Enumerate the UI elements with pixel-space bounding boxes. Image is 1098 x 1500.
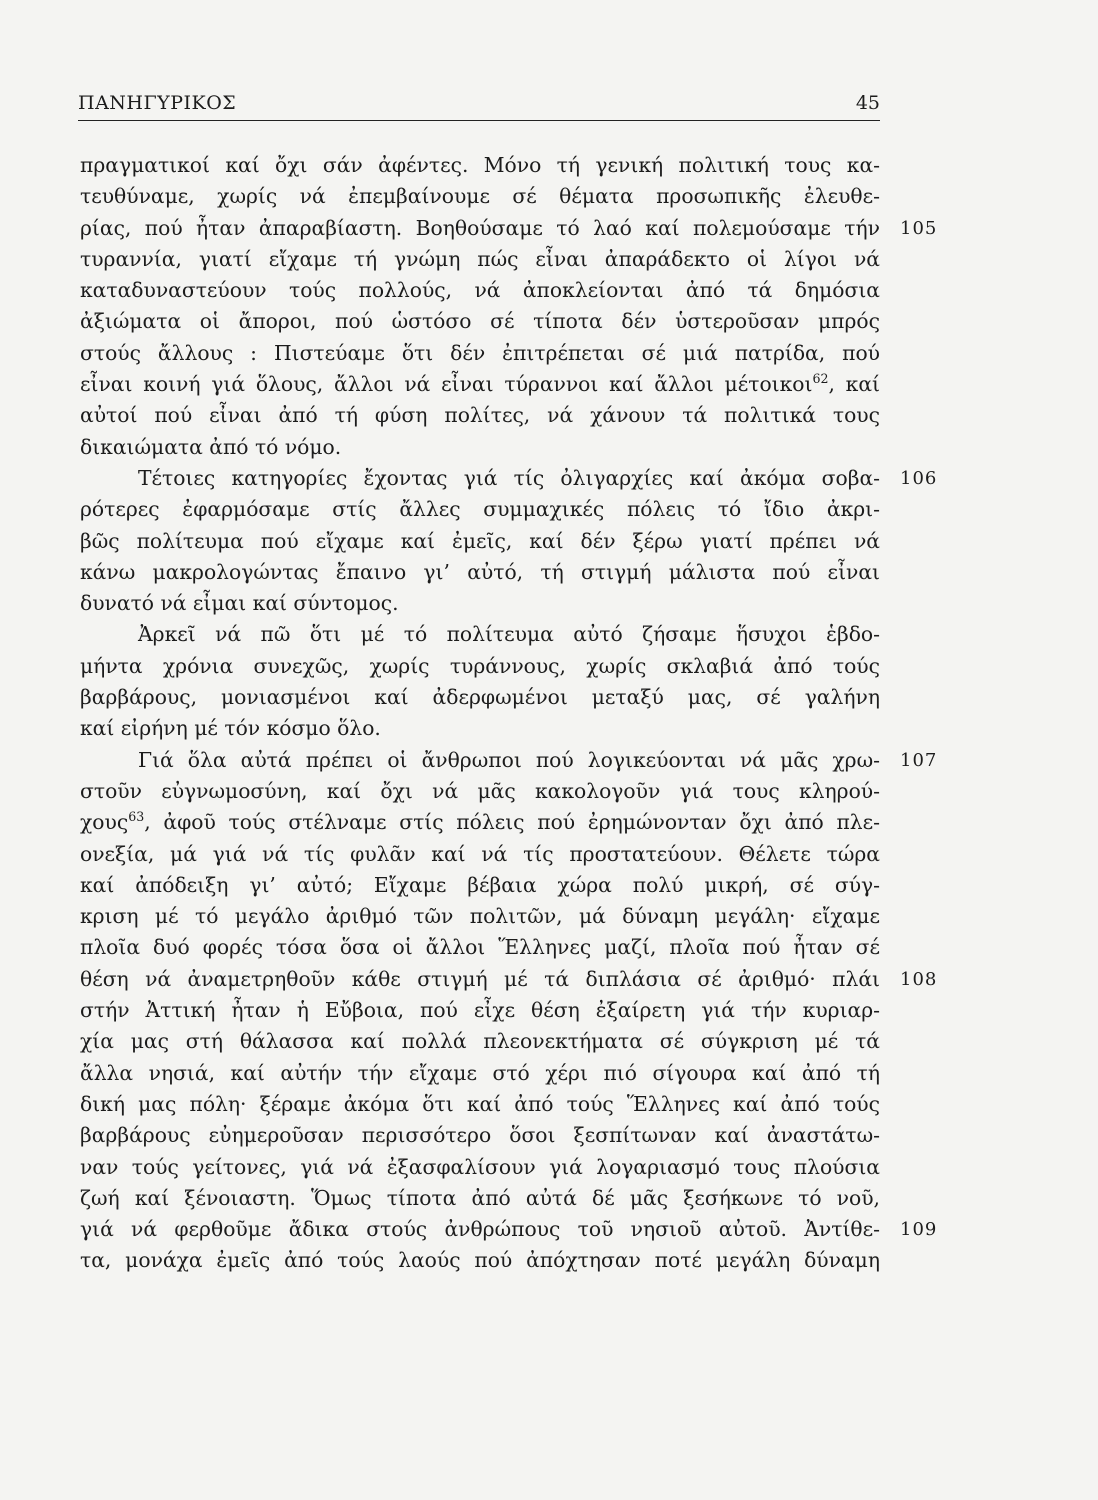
line-text: στοῦν εὐγνωμοσύνη, καί ὄχι νά μᾶς κακολογοῦν γιά τους κληρού- [80, 778, 880, 803]
section-marker: 108 [900, 968, 938, 990]
text-line [80, 181, 880, 212]
line-text: ζωή καί ξένοιαστη. Ὅμως τίποτα ἀπό αὐτά δέ μᾶς ξεσήκωνε τό νοῦ, [80, 1185, 880, 1210]
line-text: κριση μέ τό μεγάλο ἀριθμό τῶν πολιτῶν, μά δύναμη μεγάλη· εἴχαμε [80, 904, 880, 929]
text-line [80, 432, 880, 463]
text-line [80, 526, 880, 557]
section-marker: 107 [900, 749, 938, 771]
line-text-tail: , ἀφοῦ τούς στέλναμε στίς πόλεις πού ἐρημώνονταν ὄχι ἀπό πλε- [144, 810, 880, 835]
text-line [80, 306, 880, 337]
line-text: χους [80, 810, 129, 835]
text-line [80, 807, 880, 838]
line-text: τα, μονάχα ἐμεῖς ἀπό τούς λαούς πού ἀπόχτησαν ποτέ μεγάλη δύναμη [80, 1248, 880, 1273]
line-text: θέση νά ἀναμετρηθοῦν κάθε στιγμή μέ τά διπλάσια σέ ἀριθμό· πλάι [80, 966, 880, 991]
footnote-reference: 63 [128, 809, 145, 825]
line-text: καταδυναστεύουν τούς πολλούς, νά ἀποκλείονται ἀπό τά δημόσια [80, 278, 880, 303]
text-line [80, 275, 880, 306]
line-text: αὐτοί πού εἶναι ἀπό τή φύση πολίτες, νά χάνουν τά πολιτικά τους [80, 403, 880, 428]
text-line [80, 745, 938, 776]
line-text: ἄλλα νησιά, καί αὐτήν τήν εἴχαμε στό χέρι πιό σίγουρα καί ἀπό τή [80, 1060, 880, 1085]
text-line [80, 932, 880, 963]
line-text: μήντα χρόνια συνεχῶς, χωρίς τυράννους, χωρίς σκλαβιά ἀπό τούς [80, 653, 880, 678]
text-line [80, 870, 880, 901]
line-text: πραγματικοί καί ὄχι σάν ἀφέντες. Μόνο τή γενική πολιτική τους κα- [80, 153, 880, 177]
line-text: δική μας πόλη· ξέραμε ἀκόμα ὅτι καί ἀπό τούς Ἕλληνες καί ἀπό τούς [80, 1091, 880, 1116]
line-text: καί εἰρήνη μέ τόν κόσμο ὅλο. [80, 716, 381, 741]
line-text: δυνατό νά εἶμαι καί σύντομος. [80, 591, 399, 616]
line-text: ονεξία, μά γιά νά τίς φυλᾶν καί νά τίς προστατεύουν. Θέλετε τώρα [80, 841, 880, 866]
text-line [80, 588, 880, 619]
text-line [80, 1120, 880, 1151]
line-text: πλοῖα δυό φορές τόσα ὅσα οἱ ἄλλοι Ἕλληνες μαζί, πλοῖα πού ἦταν σέ [80, 935, 880, 960]
line-text: βαρβάρους, μονιασμένοι καί ἀδερφωμένοι μεταξύ μας, σέ γαλήνη [80, 685, 880, 710]
text-line [80, 369, 880, 400]
text-line [80, 964, 938, 995]
text-line [80, 1183, 880, 1214]
line-text: Τέτοιες κατηγορίες ἔχοντας γιά τίς ὀλιγαρχίες καί ἀκόμα σοβα- [138, 465, 880, 490]
text-line [80, 1245, 880, 1276]
line-text: ἀξιώματα οἱ ἄποροι, πού ὡστόσο σέ τίποτα δέν ὑστεροῦσαν μπρός [80, 309, 880, 334]
body-text [80, 150, 938, 1277]
text-line [80, 213, 938, 244]
footnote-reference: 62 [812, 371, 829, 387]
line-text: βῶς πολίτευμα πού εἴχαμε καί ἐμεῖς, καί δέν ξέρω γιατί πρέπει νά [80, 528, 880, 553]
line-text: γιά νά φερθοῦμε ἄδικα στούς ἀνθρώπους τοῦ νησιοῦ αὐτοῦ. Ἀντίθε- [80, 1217, 880, 1242]
page-header [78, 92, 880, 121]
text-line [80, 682, 880, 713]
line-text: κάνω μακρολογώντας ἔπαινο γι’ αὐτό, τή στιγμή μάλιστα πού εἶναι [80, 559, 880, 584]
line-text: τευθύναμε, χωρίς νά ἐπεμβαίνουμε σέ θέματα προσωπικῆς ἐλευθε- [80, 184, 880, 209]
text-line [80, 619, 880, 650]
line-text: ναν τούς γείτονες, γιά νά ἐξασφαλίσουν γιά λογαριασμό τους πλούσια [80, 1154, 880, 1179]
section-marker: 105 [900, 217, 938, 239]
line-text: ρίας, πού ἦταν ἀπαραβίαστη. Βοηθούσαμε τό λαό καί πολεμούσαμε τήν [80, 215, 880, 240]
text-line [80, 400, 880, 431]
text-line [80, 150, 880, 181]
line-text: στούς ἄλλους : Πιστεύαμε ὅτι δέν ἐπιτρέπεται σέ μιά πατρίδα, πού [80, 340, 880, 365]
text-line [80, 1214, 938, 1245]
line-text: στήν Ἀττική ἦταν ἡ Εὔβοια, πού εἶχε θέση ἐξαίρετη γιά τήν κυριαρ- [80, 998, 880, 1023]
text-line [80, 776, 880, 807]
text-line [80, 1152, 880, 1183]
line-text: χία μας στή θάλασσα καί πολλά πλεονεκτήματα σέ σύγκριση μέ τά [80, 1029, 880, 1054]
text-line [80, 463, 938, 494]
line-text: Γιά ὅλα αὐτά πρέπει οἱ ἄνθρωποι πού λογικεύονται νά μᾶς χρω- [138, 747, 880, 772]
line-text: βαρβάρους εὐημεροῦσαν περισσότερο ὅσοι ξεσπίτωναν καί ἀναστάτω- [80, 1123, 880, 1148]
text-line [80, 651, 880, 682]
line-text: εἶναι κοινή γιά ὅλους, ἄλλοι νά εἶναι τύραννοι καί ἄλλοι μέτοικοι [80, 372, 813, 397]
section-marker: 109 [900, 1219, 938, 1241]
text-line [80, 244, 880, 275]
line-text: ρότερες ἐφαρμόσαμε στίς ἄλλες συμμαχικές πόλεις τό ἴδιο ἀκρι- [80, 497, 880, 522]
text-line [80, 901, 880, 932]
text-line [80, 713, 880, 744]
line-text-tail: , καί [828, 372, 881, 397]
line-text: καί ἀπόδειξη γι’ αὐτό; Εἴχαμε βέβαια χώρα πολύ μικρή, σέ σύγ- [80, 872, 880, 897]
text-line [80, 1026, 880, 1057]
text-line [80, 494, 880, 525]
text-line [80, 1058, 880, 1089]
text-line [80, 839, 880, 870]
text-line [80, 338, 880, 369]
line-text: τυραννία, γιατί εἴχαμε τή γνώμη πώς εἶναι ἀπαράδεκτο οἱ λίγοι νά [80, 246, 880, 271]
section-marker: 106 [900, 467, 938, 489]
running-title: ΠΑΝΗΓΥΡΙΚΟΣ [78, 92, 237, 114]
line-text: Ἀρκεῖ νά πῶ ὅτι μέ τό πολίτευμα αὐτό ζήσαμε ἥσυχοι ἑβδο- [138, 622, 880, 647]
line-text: δικαιώματα ἀπό τό νόμο. [80, 434, 342, 459]
text-line [80, 1089, 880, 1120]
page-number: 45 [855, 92, 880, 114]
text-line [80, 995, 880, 1026]
text-line [80, 557, 880, 588]
